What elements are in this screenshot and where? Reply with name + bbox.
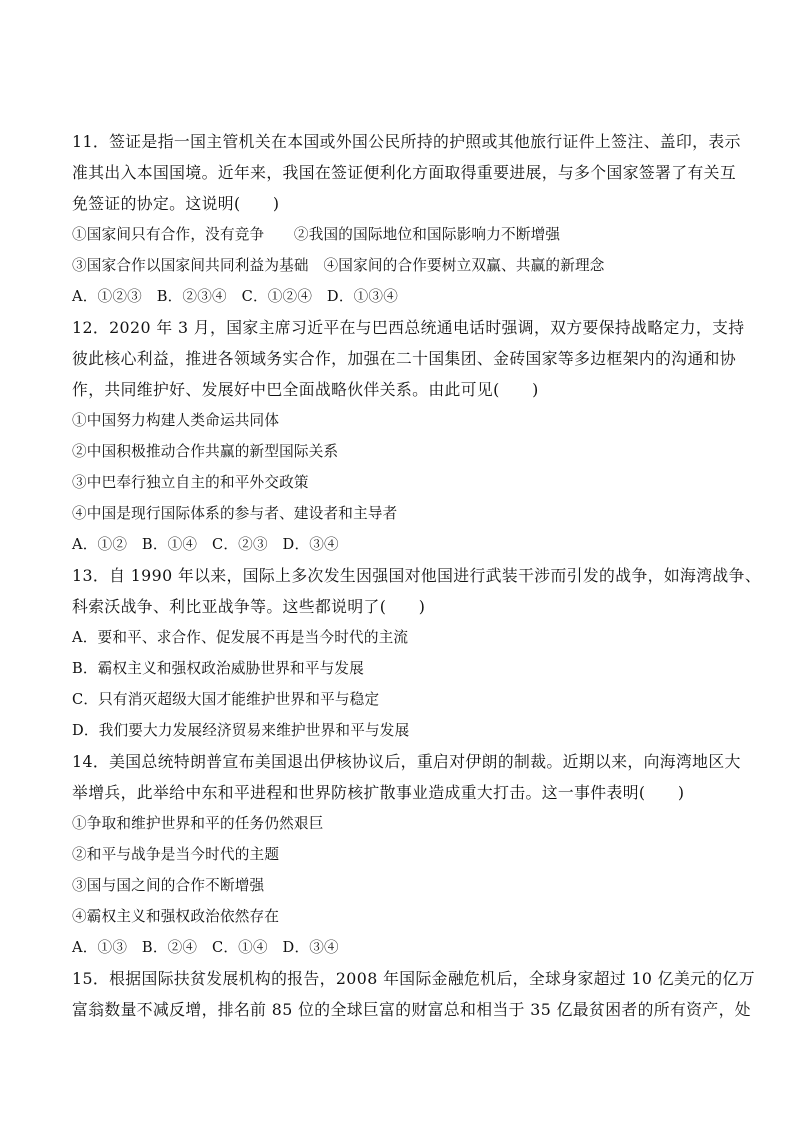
question-11-choices: A．①②③ B．②③④ C．①②④ D．①③④ [72, 288, 399, 305]
question-13-option-b: B．霸权主义和强权政治威胁世界和平与发展 [72, 660, 365, 677]
question-12-stem-line-1: 12．2020 年 3 月，国家主席习近平在与巴西总统通电话时强调，双方要保持战略定力，支持 [72, 318, 745, 337]
question-13-option-d: D．我们要大力发展经济贸易来维护世界和平与发展 [72, 722, 410, 739]
question-14-statement-1: ①争取和维护世界和平的任务仍然艰巨 [72, 815, 324, 832]
question-11 [72, 126, 741, 312]
question-14-stem-line-1: 14．美国总统特朗普宣布美国退出伊核协议后，重启对伊朗的制裁。近期以来，向海湾地区大 [72, 752, 741, 771]
question-11-statement-1: ①国家间只有合作，没有竞争 ②我国的国际地位和国际影响力不断增强 [72, 226, 561, 243]
question-11-stem-line-2: 准其出入本国国境。近年来，我国在签证便利化方面取得重要进展，与多个国家签署了有关互 [72, 163, 737, 182]
question-14-stem-line-2: 举增兵，此举给中东和平进程和世界防核扩散事业造成重大打击。这一事件表明( ) [72, 783, 685, 802]
question-13 [72, 560, 762, 746]
question-15-stem-line-2: 富翁数量不减反增，排名前 85 位的全球巨富的财富总和相当于 35 亿最贫困者的所有资产，处 [72, 1000, 751, 1019]
question-11-stem-line-1: 11．签证是指一国主管机关在本国或外国公民所持的护照或其他旅行证件上签注、盖印，表示 [72, 132, 741, 151]
question-12 [72, 312, 745, 560]
question-14-statement-3: ③国与国之间的合作不断增强 [72, 877, 265, 894]
question-12-stem-line-2: 彼此核心利益，推进各领域务实合作，加强在二十国集团、金砖国家等多边框架内的沟通和协 [72, 349, 737, 368]
question-11-statement-2: ③国家合作以国家间共同利益为基础 ④国家间的合作要树立双赢、共赢的新理念 [72, 257, 605, 274]
question-11-stem-line-3: 免签证的协定。这说明( ) [72, 194, 280, 213]
question-13-option-a: A．要和平、求合作、促发展不再是当今时代的主流 [72, 629, 409, 646]
question-list [72, 126, 762, 1025]
question-12-statement-4: ④中国是现行国际体系的参与者、建设者和主导者 [72, 505, 398, 522]
question-13-option-c: C．只有消灭超级大国才能维护世界和平与稳定 [72, 691, 380, 708]
question-12-statement-1: ①中国努力构建人类命运共同体 [72, 412, 280, 429]
question-14-choices: A．①③ B．②④ C．①④ D．③④ [72, 939, 339, 956]
question-14 [72, 746, 741, 963]
question-13-stem-line-1: 13．自 1990 年以来，国际上多次发生因强国对他国进行武装干涉而引发的战争，如海湾战争、 [72, 566, 762, 585]
question-12-statement-2: ②中国积极推动合作共赢的新型国际关系 [72, 443, 339, 460]
question-14-statement-2: ②和平与战争是当今时代的主题 [72, 846, 280, 863]
question-15-stem-line-1: 15．根据国际扶贫发展机构的报告，2008 年国际金融危机后，全球身家超过 10 亿美元的亿万 [72, 969, 755, 988]
question-15 [72, 963, 755, 1025]
question-14-statement-4: ④霸权主义和强权政治依然存在 [72, 908, 280, 925]
question-12-choices: A．①② B．①④ C．②③ D．③④ [72, 536, 339, 553]
question-13-stem-line-2: 科索沃战争、利比亚战争等。这些都说明了( ) [72, 597, 426, 616]
question-12-statement-3: ③中巴奉行独立自主的和平外交政策 [72, 474, 309, 491]
question-12-stem-line-3: 作，共同维护好、发展好中巴全面战略伙伴关系。由此可见( ) [72, 380, 539, 399]
